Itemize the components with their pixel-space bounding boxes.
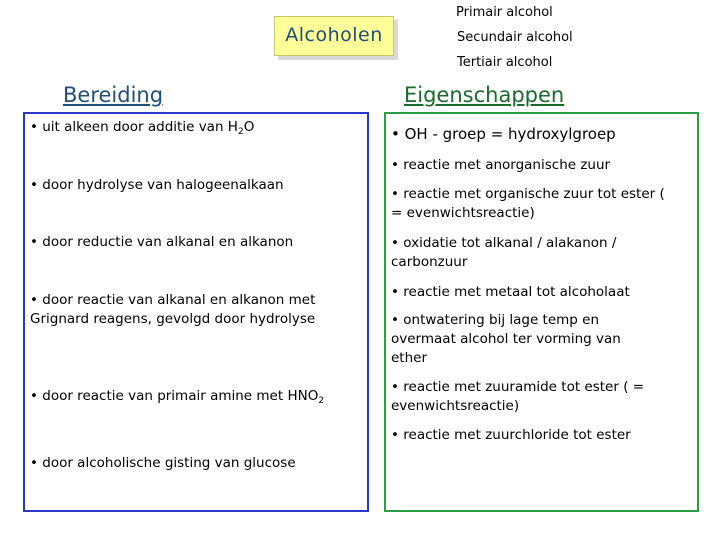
type-secundair: Secundair alcohol [457, 30, 573, 45]
heading-eigenschappen: Eigenschappen [404, 83, 565, 107]
eigenschap-item: • ontwatering bij lage temp en overmaat alcohol ter vorming van ether [391, 312, 621, 366]
type-primair: Primair alcohol [456, 5, 553, 20]
type-tertiair: Tertiair alcohol [457, 55, 553, 70]
eigenschap-item: • oxidatie tot alkanal / alakanon / carbonzuur [391, 235, 617, 270]
eigenschap-item: • reactie met zuurchloride tot ester [391, 427, 631, 443]
title-box [274, 16, 394, 56]
bereiding-item: • door reductie van alkanal en alkanon [30, 234, 294, 250]
eigenschap-item: • reactie met organische zuur tot ester ( = evenwichtsreactie) [391, 186, 665, 221]
bereiding-item: • door hydrolyse van halogeenalkaan [30, 177, 284, 193]
eigenschap-item: • reactie met anorganische zuur [391, 157, 611, 173]
eigenschap-item: • reactie met zuuramide tot ester ( = evenwichtsreactie) [391, 379, 645, 414]
bereiding-item: • door reactie van alkanal en alkanon met Grignard reagens, gevolgd door hydrolyse [30, 292, 316, 327]
eigenschap-item: • OH - groep = hydroxylgroep [391, 125, 616, 143]
bereiding-item: • door alcoholische gisting van glucose [30, 455, 296, 471]
heading-bereiding: Bereiding [63, 83, 164, 107]
eigenschap-item: • reactie met metaal tot alcoholaat [391, 284, 630, 300]
bereiding-item: • uit alkeen door additie van $H_2O$ [30, 119, 255, 137]
bereiding-item: • door reactie van primair amine met $HNO_2$ [30, 388, 325, 406]
page-title: Alcoholen [285, 24, 383, 46]
